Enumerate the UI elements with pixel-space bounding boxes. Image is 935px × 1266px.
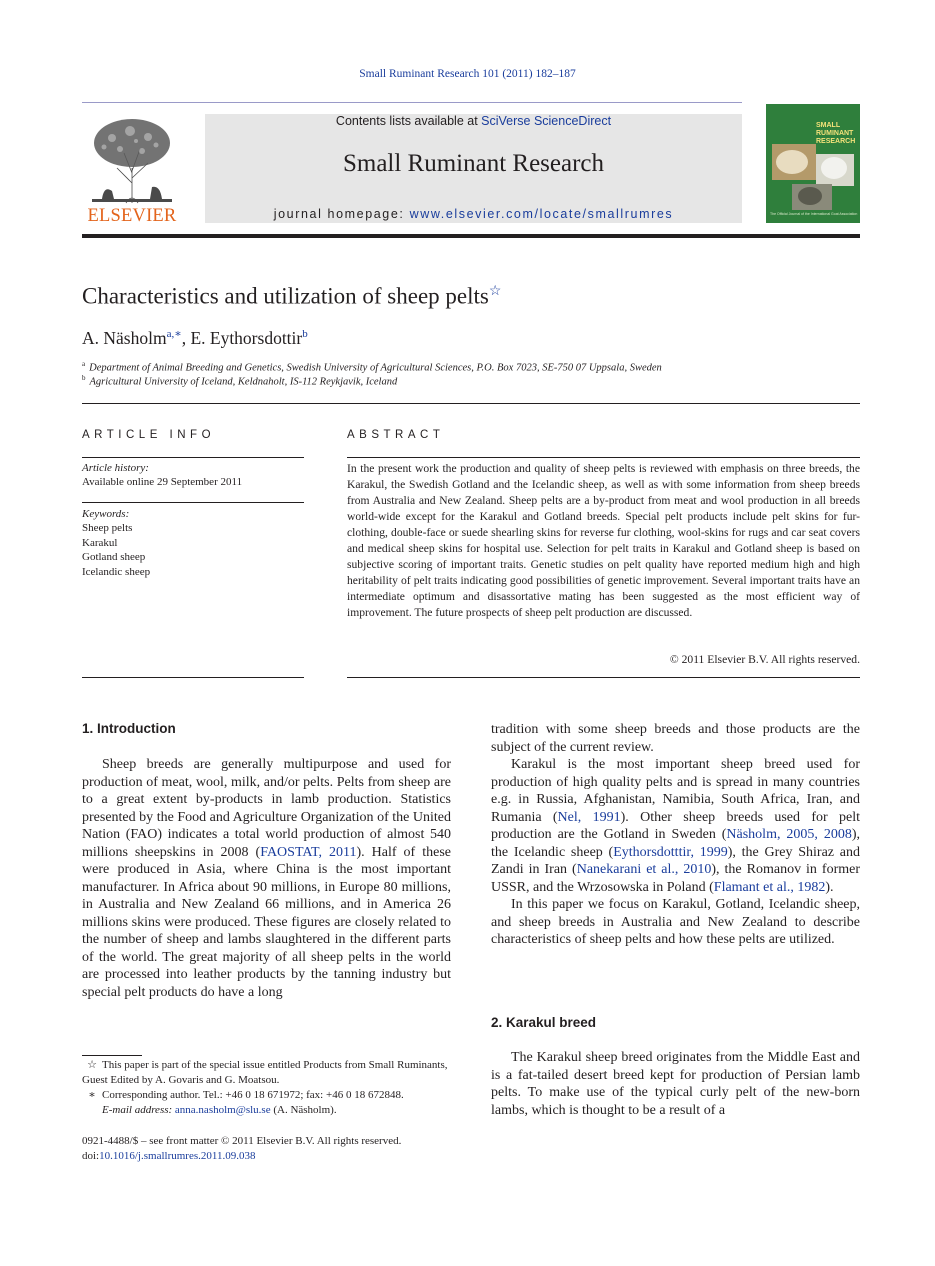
keyword-item: Karakul — [82, 536, 118, 549]
author-nasholm-affiliation-mark[interactable]: a,∗ — [166, 328, 182, 340]
introduction-left-column — [82, 756, 451, 1001]
body-text: Sheep breeds are generally multipurpose and used for production of meat, wool, milk, and/or pelts. Pelts from sheep are to a great extent by-products in lamb production. Statistics presented by the Food and Agriculture Organization of the United Nation (FAO) indicates a total world production of almost 540 millions sheepskins in 2008 ( — [82, 757, 451, 860]
introduction-paragraph — [82, 756, 451, 1001]
footnote-mark: ∗ — [88, 1089, 96, 1101]
introduction-heading: 1. Introduction — [82, 721, 176, 736]
abstract-text: In the present work the production and quality of sheep pelts is reviewed with emphasis on three breeds, the Karakul, the Swedish Gotland and the Icelandic sheep, as well as with some information from sheep breeds from Australia and New Zealand. Sheep pelts are a by-product from meat and wool production in all breeds world-wide except for the Karakul and Gotland breeds. Special pelt products include pelt skins for fur-clothing, double-face or suede shearling skins for reverse fur clothing, wool-skins for rugs and car seat covers and medical sheep skins for hospital use. Selection for pelt traits in Karakul and Gotland sheep is based on subjective scoring of important traits. Genetic studies on pelt quality have reported medium high and high heritability of pelt traits indicating good possibilities of genetic improvement. Several important traits have an intermediate optimum and disassortative mating has been suggested as the most efficient way of improvement. The future prospects of sheep pelt production are discussed. — [347, 462, 860, 619]
introduction-paragraph-continued: tradition with some sheep breeds and those products are the subject of the current review. — [491, 722, 860, 755]
body-text: Karakul is the most important sheep breed used for production of high quality pelts and is spread in many countries e.g. in Russia, Afghanistan, Namibia, South Africa, Iran, and Rumania ( — [491, 757, 860, 825]
affiliation-mark: b — [82, 374, 86, 382]
title-footnote-mark[interactable]: ☆ — [488, 284, 502, 299]
abstract-divider — [347, 457, 860, 458]
karakul-paragraph: The Karakul sheep breed originates from the Middle East and is a fat-tailed desert breed kept for production of Persian lamb pelts. To make use of the typical curly pelt of the new-born lambs, which is thought to be a result of a — [491, 1050, 860, 1118]
journal-reference[interactable]: Small Ruminant Research 101 (2011) 182–187 — [359, 68, 576, 80]
article-title-text: Characteristics and utilization of sheep pelts — [82, 283, 489, 309]
citation-link[interactable]: Flamant et al., 1982 — [713, 879, 826, 895]
article-history-value: Available online 29 September 2011 — [82, 476, 243, 488]
affiliation-b — [82, 374, 397, 388]
citation-link[interactable]: FAOSTAT, 2011 — [260, 844, 357, 860]
top-divider — [82, 102, 742, 103]
abstract-copyright: © 2011 Elsevier B.V. All rights reserved. — [669, 653, 860, 666]
contents-prefix: Contents lists available at — [335, 114, 482, 128]
body-text: ). Other sheep breeds used for pelt production are the Gotland in Sweden ( — [491, 809, 860, 842]
doi-link[interactable]: 10.1016/j.smallrumres.2011.09.038 — [99, 1150, 256, 1162]
article-history-label: Article history: — [82, 462, 149, 474]
body-text: ), the Grey Shiraz and Zandi in Iran ( — [491, 844, 860, 877]
body-text: ). — [825, 879, 834, 895]
citation-link[interactable]: Nanekarani et al., 2010 — [576, 862, 712, 877]
footnote-special-issue — [82, 1058, 451, 1088]
karakul-section — [491, 1049, 860, 1119]
citation-link[interactable]: Eythorsdotttir, 1999 — [613, 844, 728, 860]
email-link[interactable]: anna.nasholm@slu.se — [174, 1104, 271, 1116]
keyword-item: Icelandic sheep — [82, 565, 151, 578]
citation-link[interactable]: Näsholm, 2005, 2008 — [726, 827, 852, 842]
karakul-heading: 2. Karakul breed — [491, 1015, 597, 1030]
affiliation-text: Department of Animal Breeding and Genetics, Swedish University of Agricultural Sciences, P.O. Box 7023, SE-750 07 Uppsala, Sweden — [89, 362, 662, 374]
contents-line — [205, 114, 742, 128]
abstract-bottom-divider — [347, 677, 860, 678]
email-label: E-mail address: — [102, 1104, 173, 1116]
keywords-label: Keywords: — [82, 508, 130, 520]
homepage-link[interactable]: www.elsevier.com/locate/smallrumres — [409, 207, 674, 221]
article-info-divider — [82, 457, 304, 458]
footnote-mark: ☆ — [87, 1059, 97, 1071]
journal-masthead — [205, 114, 742, 223]
journal-title: Small Ruminant Research — [342, 150, 605, 177]
header-thick-divider — [82, 234, 860, 238]
introduction-right-column — [491, 721, 860, 949]
homepage-prefix: journal homepage: — [273, 207, 410, 221]
abstract-heading: ABSTRACT — [347, 429, 445, 441]
doi-prefix: doi: — [82, 1150, 100, 1162]
affiliation-text: Agricultural University of Iceland, Keldnaholt, IS-112 Reykjavik, Iceland — [89, 376, 398, 388]
article-info-bottom-divider — [82, 677, 304, 678]
affiliation-mark: a — [82, 360, 86, 368]
footnote-text: This paper is part of the special issue entitled Products from Small Ruminants, Guest Edited by A. Govaris and G. Moatsou. — [82, 1059, 448, 1086]
issn-line: 0921-4488/$ – see front matter © 2011 Elsevier B.V. All rights reserved. — [82, 1135, 402, 1147]
author-eythorsdottir: E. Eythorsdottir — [190, 327, 303, 348]
email-suffix: (A. Näsholm). — [270, 1104, 337, 1116]
article-info-heading: ARTICLE INFO — [82, 429, 216, 441]
introduction-paragraph: In this paper we focus on Karakul, Gotland, Icelandic sheep, and sheep breeds in Australia and New Zealand to describe characteristics of sheep pelts and how these pelts are utilized. — [491, 897, 860, 947]
introduction-paragraph — [491, 756, 860, 896]
keyword-item: Sheep pelts — [82, 522, 133, 534]
footnote-text: Corresponding author. Tel.: +46 0 18 671972; fax: +46 0 18 672848. — [102, 1089, 404, 1101]
elsevier-wordmark: ELSEVIER — [87, 206, 177, 226]
keywords-list — [82, 521, 304, 579]
author-separator: , — [181, 327, 191, 348]
body-text: ). Half of these were produced in Asia, where China is the most important manufacturer. In Africa about 90 millions, in Europe 80 millions, in Australia and New Zealand 66 millions, and in America 26 millions skins were produced. These figures are closely related to the number of sheep and lambs slaughtered in the different parts of the world. The great majority of all sheep pelts in the world are processed into leather products by the tanning industry but special pelt products do have a long — [82, 844, 451, 1000]
homepage-line — [205, 207, 742, 221]
sciencedirect-link[interactable]: SciVerse ScienceDirect — [481, 114, 612, 128]
footnote-divider — [82, 1055, 142, 1056]
footnote-corresponding-author — [82, 1088, 451, 1103]
keyword-item: Gotland sheep — [82, 551, 146, 563]
journal-cover-thumbnail[interactable] — [766, 104, 860, 223]
author-nasholm: A. Näsholm — [82, 327, 167, 348]
affiliation-divider — [82, 403, 860, 404]
cover-title: SMALL RUMINANT RESEARCH — [816, 122, 856, 145]
body-text: ), the Romanov in former USSR, and the Wrzosowska in Poland ( — [491, 862, 861, 895]
author-list — [82, 327, 308, 349]
footnote-email — [82, 1103, 451, 1118]
citation-link[interactable]: Nel, 1991 — [557, 809, 621, 825]
affiliation-a — [82, 360, 662, 374]
doi-line — [82, 1150, 255, 1162]
cover-footer: The Official Journal of the International Goat Association — [770, 212, 858, 216]
keywords-divider — [82, 502, 304, 503]
author-eythorsdottir-affiliation-mark[interactable]: b — [302, 328, 308, 340]
article-title — [82, 283, 501, 310]
body-text: ), the Icelandic sheep ( — [491, 827, 860, 860]
